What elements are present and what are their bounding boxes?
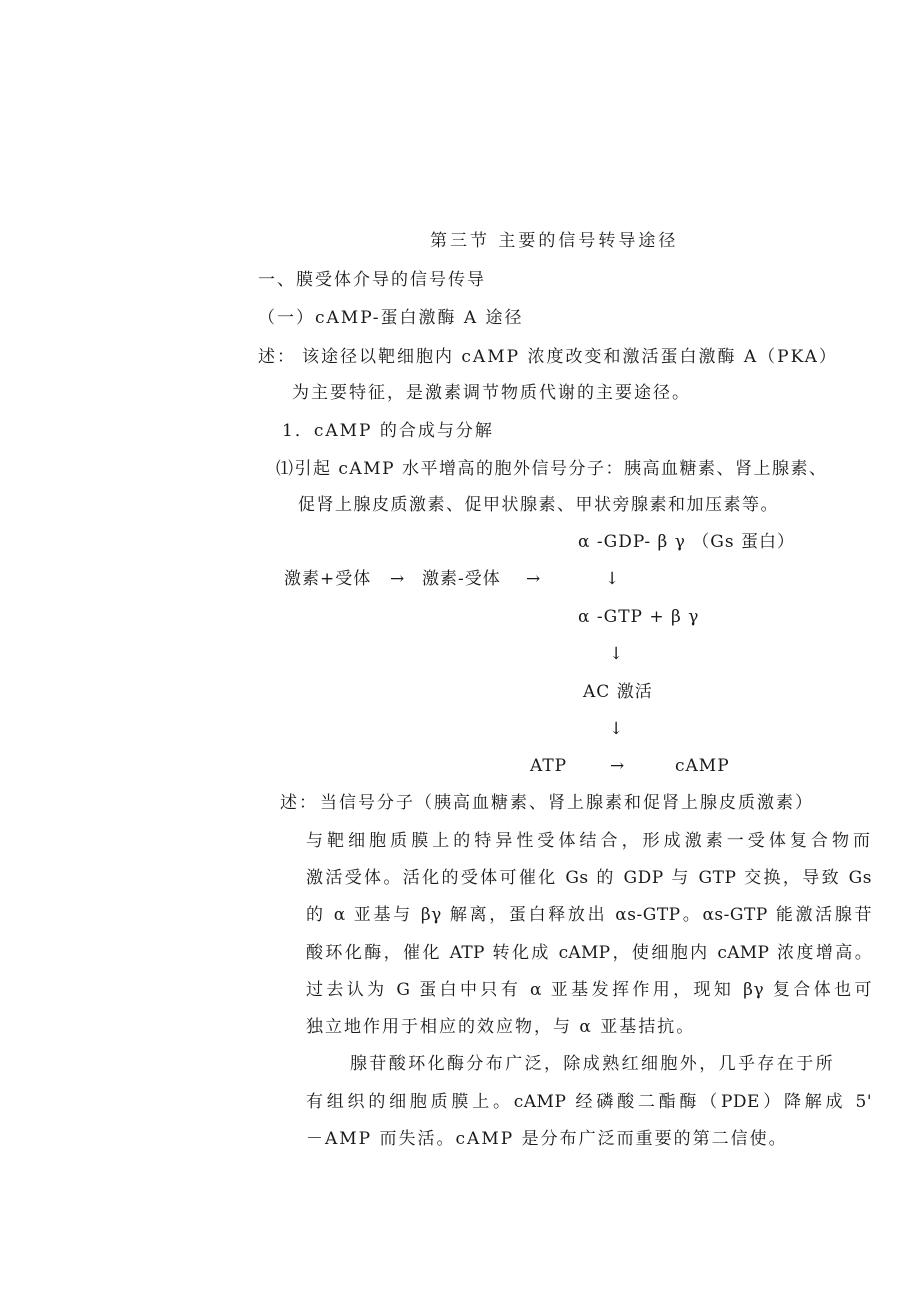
camp-label: cAMP [675, 756, 730, 776]
desc-label: 述： [280, 793, 318, 813]
intro-label: 述： [258, 347, 296, 367]
desc-line-3: 激活受体。活化的受体可催化 Gs 的 GDP 与 GTP 交换，导致 Gs [306, 868, 872, 888]
gtp-label: α -GTP + β γ [578, 607, 700, 627]
item-1-line-1: ⑴引起 cAMP 水平增高的胞外信号分子：胰高血糖素、肾上腺素、 [276, 459, 828, 479]
intro-line-2: 为主要特征，是激素调节物质代谢的主要途径。 [292, 383, 691, 403]
right-arrow-1: → [390, 569, 405, 589]
desc-line-5: 酸环化酶，催化 ATP 转化成 cAMP，使细胞内 cAMP 浓度增高。 [306, 943, 872, 963]
right-arrow-2: → [526, 569, 541, 589]
gs-protein-label: α -GDP- β γ （Gs 蛋白） [578, 532, 795, 552]
desc-line-1: 当信号分子（胰高血糖素、肾上腺素和促肾上腺皮质激素） [320, 793, 814, 813]
subheading-synthesis: 1．cAMP 的合成与分解 [282, 421, 494, 441]
hormone-receptor-complex-label: 激素-受体 [422, 569, 501, 589]
down-arrow-2: ↓ [609, 644, 624, 664]
heading-camp-pka: （一）cAMP-蛋白激酶 A 途径 [258, 308, 524, 328]
section-title: 第三节 主要的信号转导途径 [430, 231, 679, 251]
desc-line-6: 过去认为 G 蛋白中只有 α 亚基发挥作用，现知 βγ 复合体也可 [306, 980, 872, 1000]
desc-line-7: 独立地作用于相应的效应物，与 α 亚基拮抗。 [306, 1017, 696, 1037]
item-1-line-2: 促肾上腺皮质激素、促甲状腺素、甲状旁腺素和加压素等。 [298, 495, 779, 515]
atp-label: ATP [530, 756, 568, 776]
ac-activation-label: AC 激活 [583, 682, 653, 702]
heading-membrane-receptor: 一、膜受体介导的信号传导 [258, 270, 486, 290]
intro-line-1: 该途径以靶细胞内 cAMP 浓度改变和激活蛋白激酶 A（PKA） [302, 347, 838, 367]
para-line-2: 有组织的细胞质膜上。cAMP 经磷酸二酯酶（PDE）降解成 5' [306, 1092, 872, 1112]
hormone-receptor-label: 激素+受体 [284, 569, 372, 589]
right-arrow-3: → [610, 756, 625, 776]
desc-line-2: 与靶细胞质膜上的特异性受体结合，形成激素一受体复合物而 [306, 831, 872, 851]
down-arrow-1: ↓ [605, 569, 620, 589]
para-line-1: 腺苷酸环化酶分布广泛，除成熟红细胞外，几乎存在于所 [350, 1054, 835, 1074]
desc-line-4: 的 α 亚基与 βγ 解离，蛋白释放出 αs-GTP。αs-GTP 能激活腺苷 [306, 905, 872, 925]
down-arrow-3: ↓ [609, 719, 624, 739]
para-line-3: －AMP 而失活。cAMP 是分布广泛而重要的第二信使。 [306, 1129, 788, 1149]
